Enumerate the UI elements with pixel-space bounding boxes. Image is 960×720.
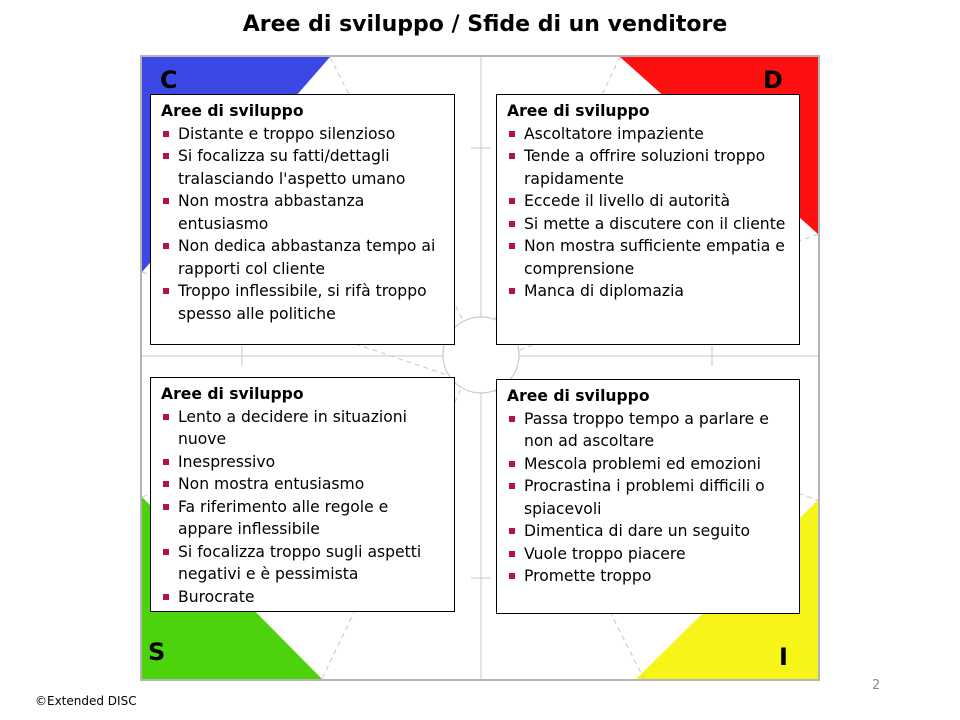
c-box-heading: Aree di sviluppo xyxy=(161,102,304,120)
s-box-heading: Aree di sviluppo xyxy=(161,385,304,403)
d-item-list xyxy=(507,123,791,303)
s-development-box xyxy=(150,377,455,612)
slide-title: Aree di sviluppo / Sfide di un venditore xyxy=(242,12,728,37)
c-item-list xyxy=(161,123,446,326)
s-list-item: Fa riferimento alle regole e appare inflessibile xyxy=(161,496,446,541)
i-item-list xyxy=(507,408,791,588)
s-list-item: Si focalizza troppo sugli aspetti negativi e è pessimista xyxy=(161,541,446,586)
i-list-item: Procrastina i problemi difficili o spiacevoli xyxy=(507,475,791,520)
c-list-item: Troppo inflessibile, si rifà troppo spesso alle politiche xyxy=(161,280,446,325)
d-list-item: Tende a offrire soluzioni troppo rapidamente xyxy=(507,145,791,190)
d-development-box xyxy=(496,94,800,345)
letter-d: D xyxy=(763,66,783,94)
d-list-item: Manca di diplomazia xyxy=(507,280,791,303)
d-list-item: Si mette a discutere con il cliente xyxy=(507,213,791,236)
d-box-heading: Aree di sviluppo xyxy=(507,102,650,120)
d-list-item: Eccede il livello di autorità xyxy=(507,190,791,213)
letter-i: I xyxy=(779,643,788,671)
s-list-item: Inespressivo xyxy=(161,451,446,474)
page-number: 2 xyxy=(872,678,881,693)
d-list-item: Ascoltatore impaziente xyxy=(507,123,791,146)
letter-s: S xyxy=(148,638,166,666)
s-list-item: Non mostra entusiasmo xyxy=(161,473,446,496)
i-list-item: Mescola problemi ed emozioni xyxy=(507,453,791,476)
copyright-footer: ©Extended DISC xyxy=(35,694,137,708)
i-list-item: Promette troppo xyxy=(507,565,791,588)
i-list-item: Dimentica di dare un seguito xyxy=(507,520,791,543)
letter-c: C xyxy=(160,66,178,94)
i-list-item: Vuole troppo piacere xyxy=(507,543,791,566)
c-list-item: Non mostra abbastanza entusiasmo xyxy=(161,190,446,235)
c-development-box xyxy=(150,94,455,345)
i-box-heading: Aree di sviluppo xyxy=(507,387,650,405)
c-list-item: Distante e troppo silenzioso xyxy=(161,123,446,146)
c-list-item: Si focalizza su fatti/dettagli tralasciando l'aspetto umano xyxy=(161,145,446,190)
s-item-list xyxy=(161,406,446,609)
i-list-item: Passa troppo tempo a parlare e non ad ascoltare xyxy=(507,408,791,453)
i-development-box xyxy=(496,379,800,614)
s-list-item: Burocrate xyxy=(161,586,446,609)
c-list-item: Non dedica abbastanza tempo ai rapporti col cliente xyxy=(161,235,446,280)
s-list-item: Lento a decidere in situazioni nuove xyxy=(161,406,446,451)
d-list-item: Non mostra sufficiente empatia e comprensione xyxy=(507,235,791,280)
